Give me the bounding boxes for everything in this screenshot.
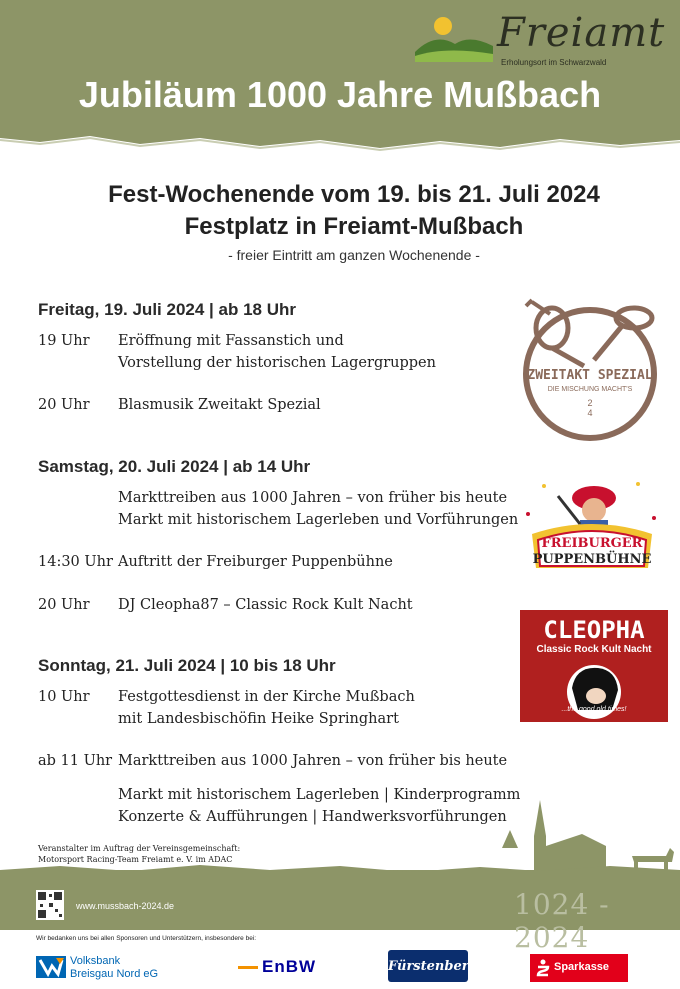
event-description: Markt mit historischem Lagerleben | Kinderprogramm Konzerte & Aufführungen | Handwerksvorführungen	[118, 787, 521, 825]
enbw-stripe-icon	[238, 966, 258, 969]
qr-code-icon	[36, 890, 64, 920]
cleopha-logo	[520, 610, 668, 722]
landscape-logo-icon	[415, 14, 495, 64]
cleopha-title: CLEOPHA	[543, 616, 645, 644]
event-time: 20 Uhr	[38, 597, 90, 613]
day-title-friday: Freitag, 19. Juli 2024 | ab 18 Uhr	[38, 300, 296, 319]
event-description: Markttreiben aus 1000 Jahren – von früher bis heute Markt mit historischem Lagerleben und Vorführungen	[118, 490, 519, 528]
freiamt-logo	[415, 10, 666, 70]
event-time: ab 11 Uhr	[38, 753, 113, 769]
zweitakt-title: ZWEITAKT SPEZIAL	[527, 368, 653, 383]
sponsor-sparkasse: Sparkasse	[530, 954, 628, 982]
event-description: Markttreiben aus 1000 Jahren – von früher bis heute	[118, 753, 508, 769]
website-link[interactable]: www.mussbach-2024.de	[76, 901, 175, 911]
sparkasse-logo-icon	[536, 959, 550, 977]
event-time: 19 Uhr	[38, 333, 90, 349]
zweitakt-fraction: 2 4	[587, 398, 593, 418]
logo-subtitle: Erholungsort im Schwarzwald	[501, 58, 607, 67]
event-description: Festgottesdienst in der Kirche Mußbach mit Landesbischöfin Heike Springhart	[118, 689, 415, 727]
zweitakt-spezial-logo	[522, 296, 658, 442]
footer-edge	[0, 862, 680, 876]
cleopha-subtitle: Classic Rock Kult Nacht	[536, 644, 652, 655]
cleopha-slogan: ...the good old times!	[561, 706, 627, 713]
intro-location: Festplatz in Freiamt-Mußbach	[184, 213, 524, 240]
event-time: 14:30 Uhr	[38, 554, 113, 570]
sponsor-thanks: Wir bedanken uns bei allen Sponsoren und Unterstützern, insbesondere bei:	[36, 935, 257, 942]
day-title-saturday: Samstag, 20. Juli 2024 | ab 14 Uhr	[38, 457, 311, 476]
years-watermark: 1024 - 2024	[514, 888, 610, 954]
puppen-line1: FREIBURGER	[541, 536, 643, 551]
sponsor-enbw: EnBW	[238, 950, 328, 982]
organizer-note: Veranstalter im Auftrag der Vereinsgemeinschaft: Motorsport Racing-Team Freiamt e. V. im ADAC	[38, 844, 241, 864]
logo-wordmark: Freiamt	[497, 10, 666, 56]
qr-code[interactable]	[36, 890, 64, 920]
event-time: 10 Uhr	[38, 689, 90, 705]
event-description: DJ Cleopha87 – Classic Rock Kult Nacht	[118, 597, 413, 613]
day-title-sunday: Sonntag, 21. Juli 2024 | 10 bis 18 Uhr	[38, 656, 336, 675]
intro-dates: Fest-Wochenende vom 19. bis 21. Juli 2024	[108, 181, 600, 208]
event-description: Auftritt der Freiburger Puppenbühne	[118, 554, 393, 570]
intro-note: - freier Eintritt am ganzen Wochenende -	[228, 247, 480, 263]
page-title: Jubiläum 1000 Jahre Mußbach	[78, 74, 602, 115]
freiburger-puppenbuehne-logo	[518, 474, 666, 574]
event-time: 20 Uhr	[38, 397, 90, 413]
zweitakt-slogan: DIE MISCHUNG MACHT'S	[547, 386, 633, 393]
puppen-line2: PUPPENBÜHNE	[532, 552, 652, 567]
sponsor-fuerstenberg: Fürstenberg	[388, 950, 468, 982]
torn-edge	[0, 128, 680, 162]
event-description: Blasmusik Zweitakt Spezial	[118, 397, 321, 413]
sponsor-volksbank: Volksbank Breisgau Nord eG	[36, 950, 176, 982]
volksbank-logo-icon	[36, 956, 66, 978]
event-description: Eröffnung mit Fassanstich und Vorstellung der historischen Lagergruppen	[118, 333, 436, 371]
